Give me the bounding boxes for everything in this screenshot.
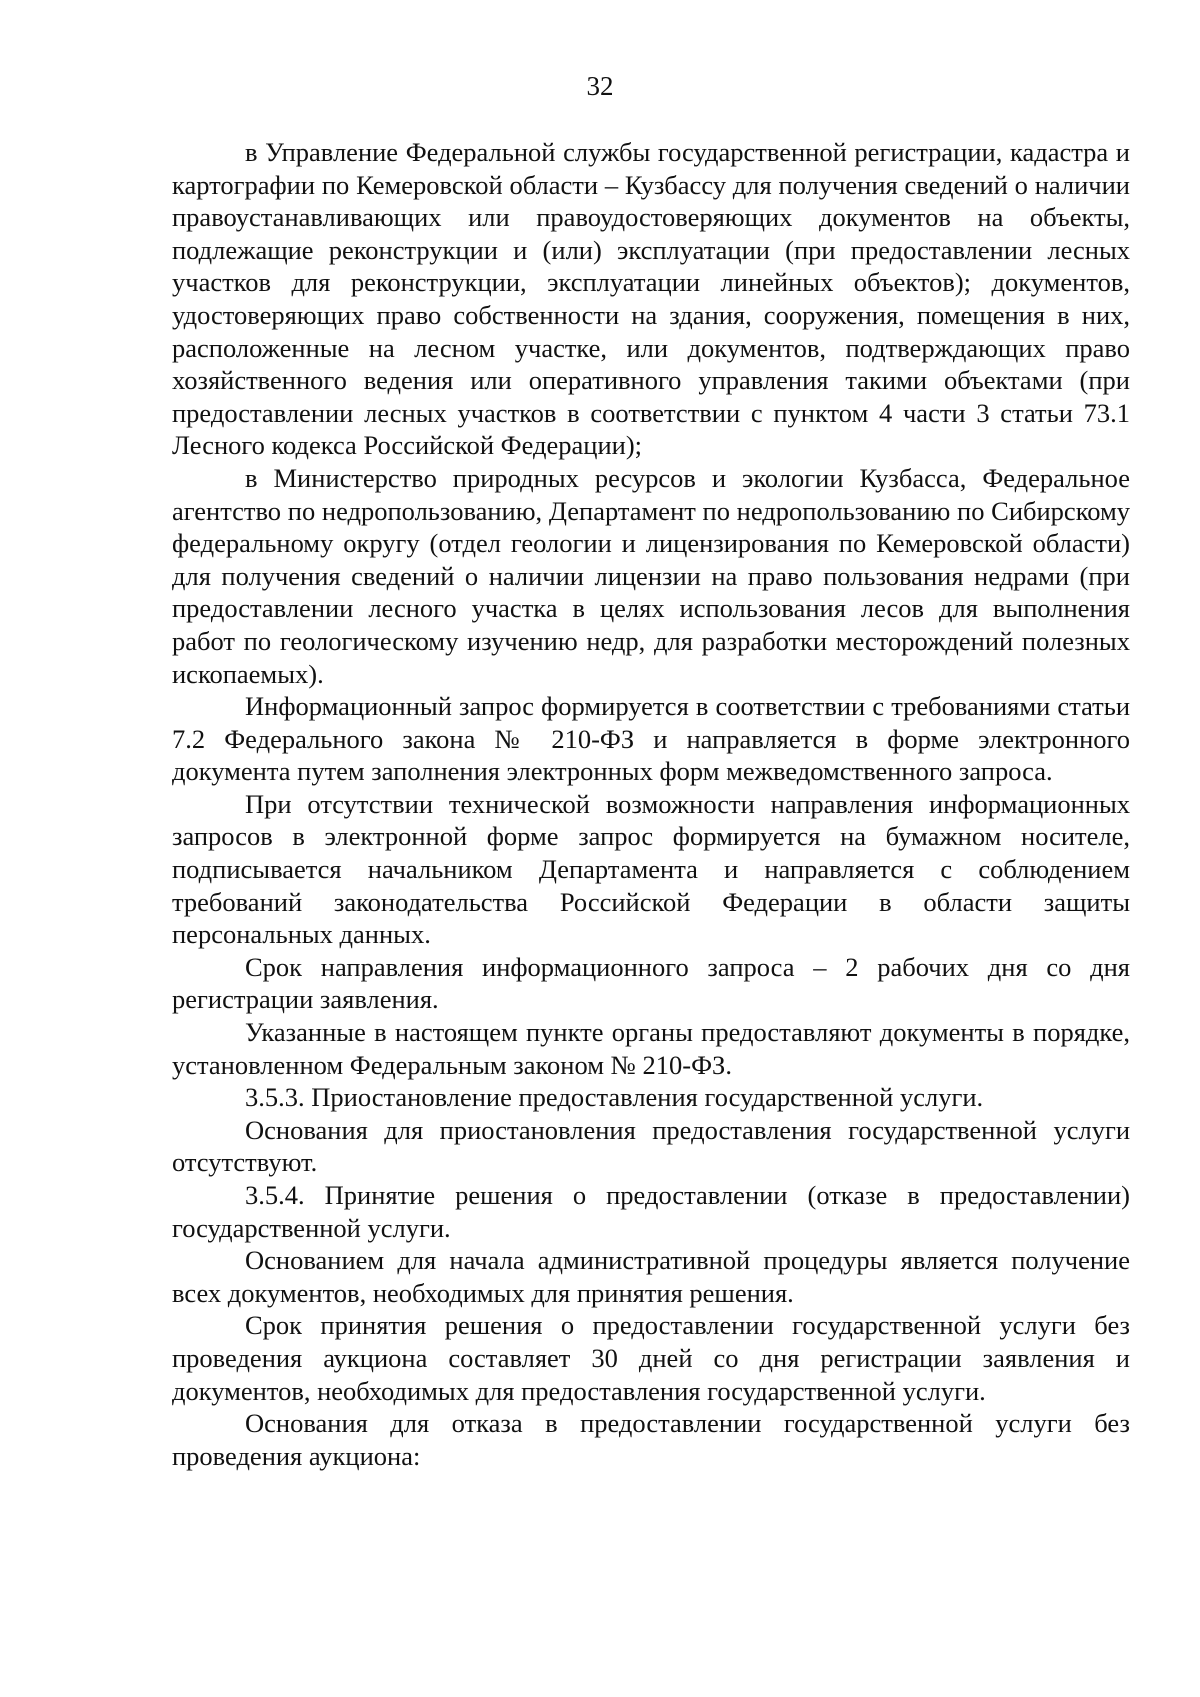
page-number: 32 [586,71,614,101]
paragraph-suspension-grounds: Основания для приостановления предоставления государственной услуги отсутствуют. [172,1114,1130,1178]
paragraph-information-request: Информационный запрос формируется в соответствии с требованиями статьи 7.2 Федерального закона № 210-ФЗ и направляется в форме электронного документа путем заполнения электронных форм межведомственного запроса. [172,691,1130,787]
paragraph-request-deadline: Срок направления информационного запроса – 2 рабочих дня со дня регистрации заявления. [172,951,1130,1015]
section-heading-3-5-3: 3.5.3. Приостановление предоставления государственной услуги. [245,1082,984,1113]
paragraph-rosreestr-request: в Управление Федеральной службы государственной регистрации, кадастра и картографии по Кемеровской области – Кузбассу для получения сведений о наличии правоустанавливающих или правоудостоверяющих документов на объекты, подлежащие реконструкции и (или) эксплуатации (при предоставлении лесных участков для реконструкции, эксплуатации линейных объектов); документов, удостоверяющих право собственности на здания, сооружения, помещения в них, расположенные на лесном участке, или документов, подтверждающих право хозяйственного ведения или оперативного управления такими объектами (при предоставлении лесных участков в соответствии с пунктом 4 части 3 статьи 73.1 Лесного кодекса Российской Федерации); [172,137,1130,461]
paragraph-refusal-grounds: Основания для отказа в предоставлении государственной услуги без проведения аукциона: [172,1408,1130,1471]
section-heading-3-5-4: 3.5.4. Принятие решения о предоставлении (отказе в предоставлении) государственной услуги. [172,1180,1130,1243]
paragraph-procedure-basis: Основанием для начала административной процедуры является получение всех документов, необходимых для принятия решения. [172,1245,1130,1308]
paragraph-ministry-request: в Министерство природных ресурсов и экологии Кузбасса, Федеральное агентство по недропользованию, Департамент по недропользованию по Сибирскому федеральному округу (отдел геологии и лицензирования по Кемеровской области) для получения сведений о наличии лицензии на право пользования недрами (при предоставлении лесного участка в целях использования лесов для выполнения работ по геологическому изучению недр, для разработки месторождений полезных ископаемых). [172,462,1130,689]
paragraph-paper-request: При отсутствии технической возможности направления информационных запросов в электронной форме запрос формируется на бумажном носителе, подписывается начальником Департамента и направляется с соблюдением требований законодательства Российской Федерации в области защиты персональных данных. [172,788,1130,950]
document-body [172,136,1130,1472]
paragraph-documents-order: Указанные в настоящем пункте органы предоставляют документы в порядке, установленном Федеральным законом № 210-ФЗ. [172,1017,1130,1080]
paragraph-decision-deadline: Срок принятия решения о предоставлении государственной услуги без проведения аукциона составляет 30 дней со дня регистрации заявления и документов, необходимых для предоставления государственной услуги. [172,1310,1130,1406]
